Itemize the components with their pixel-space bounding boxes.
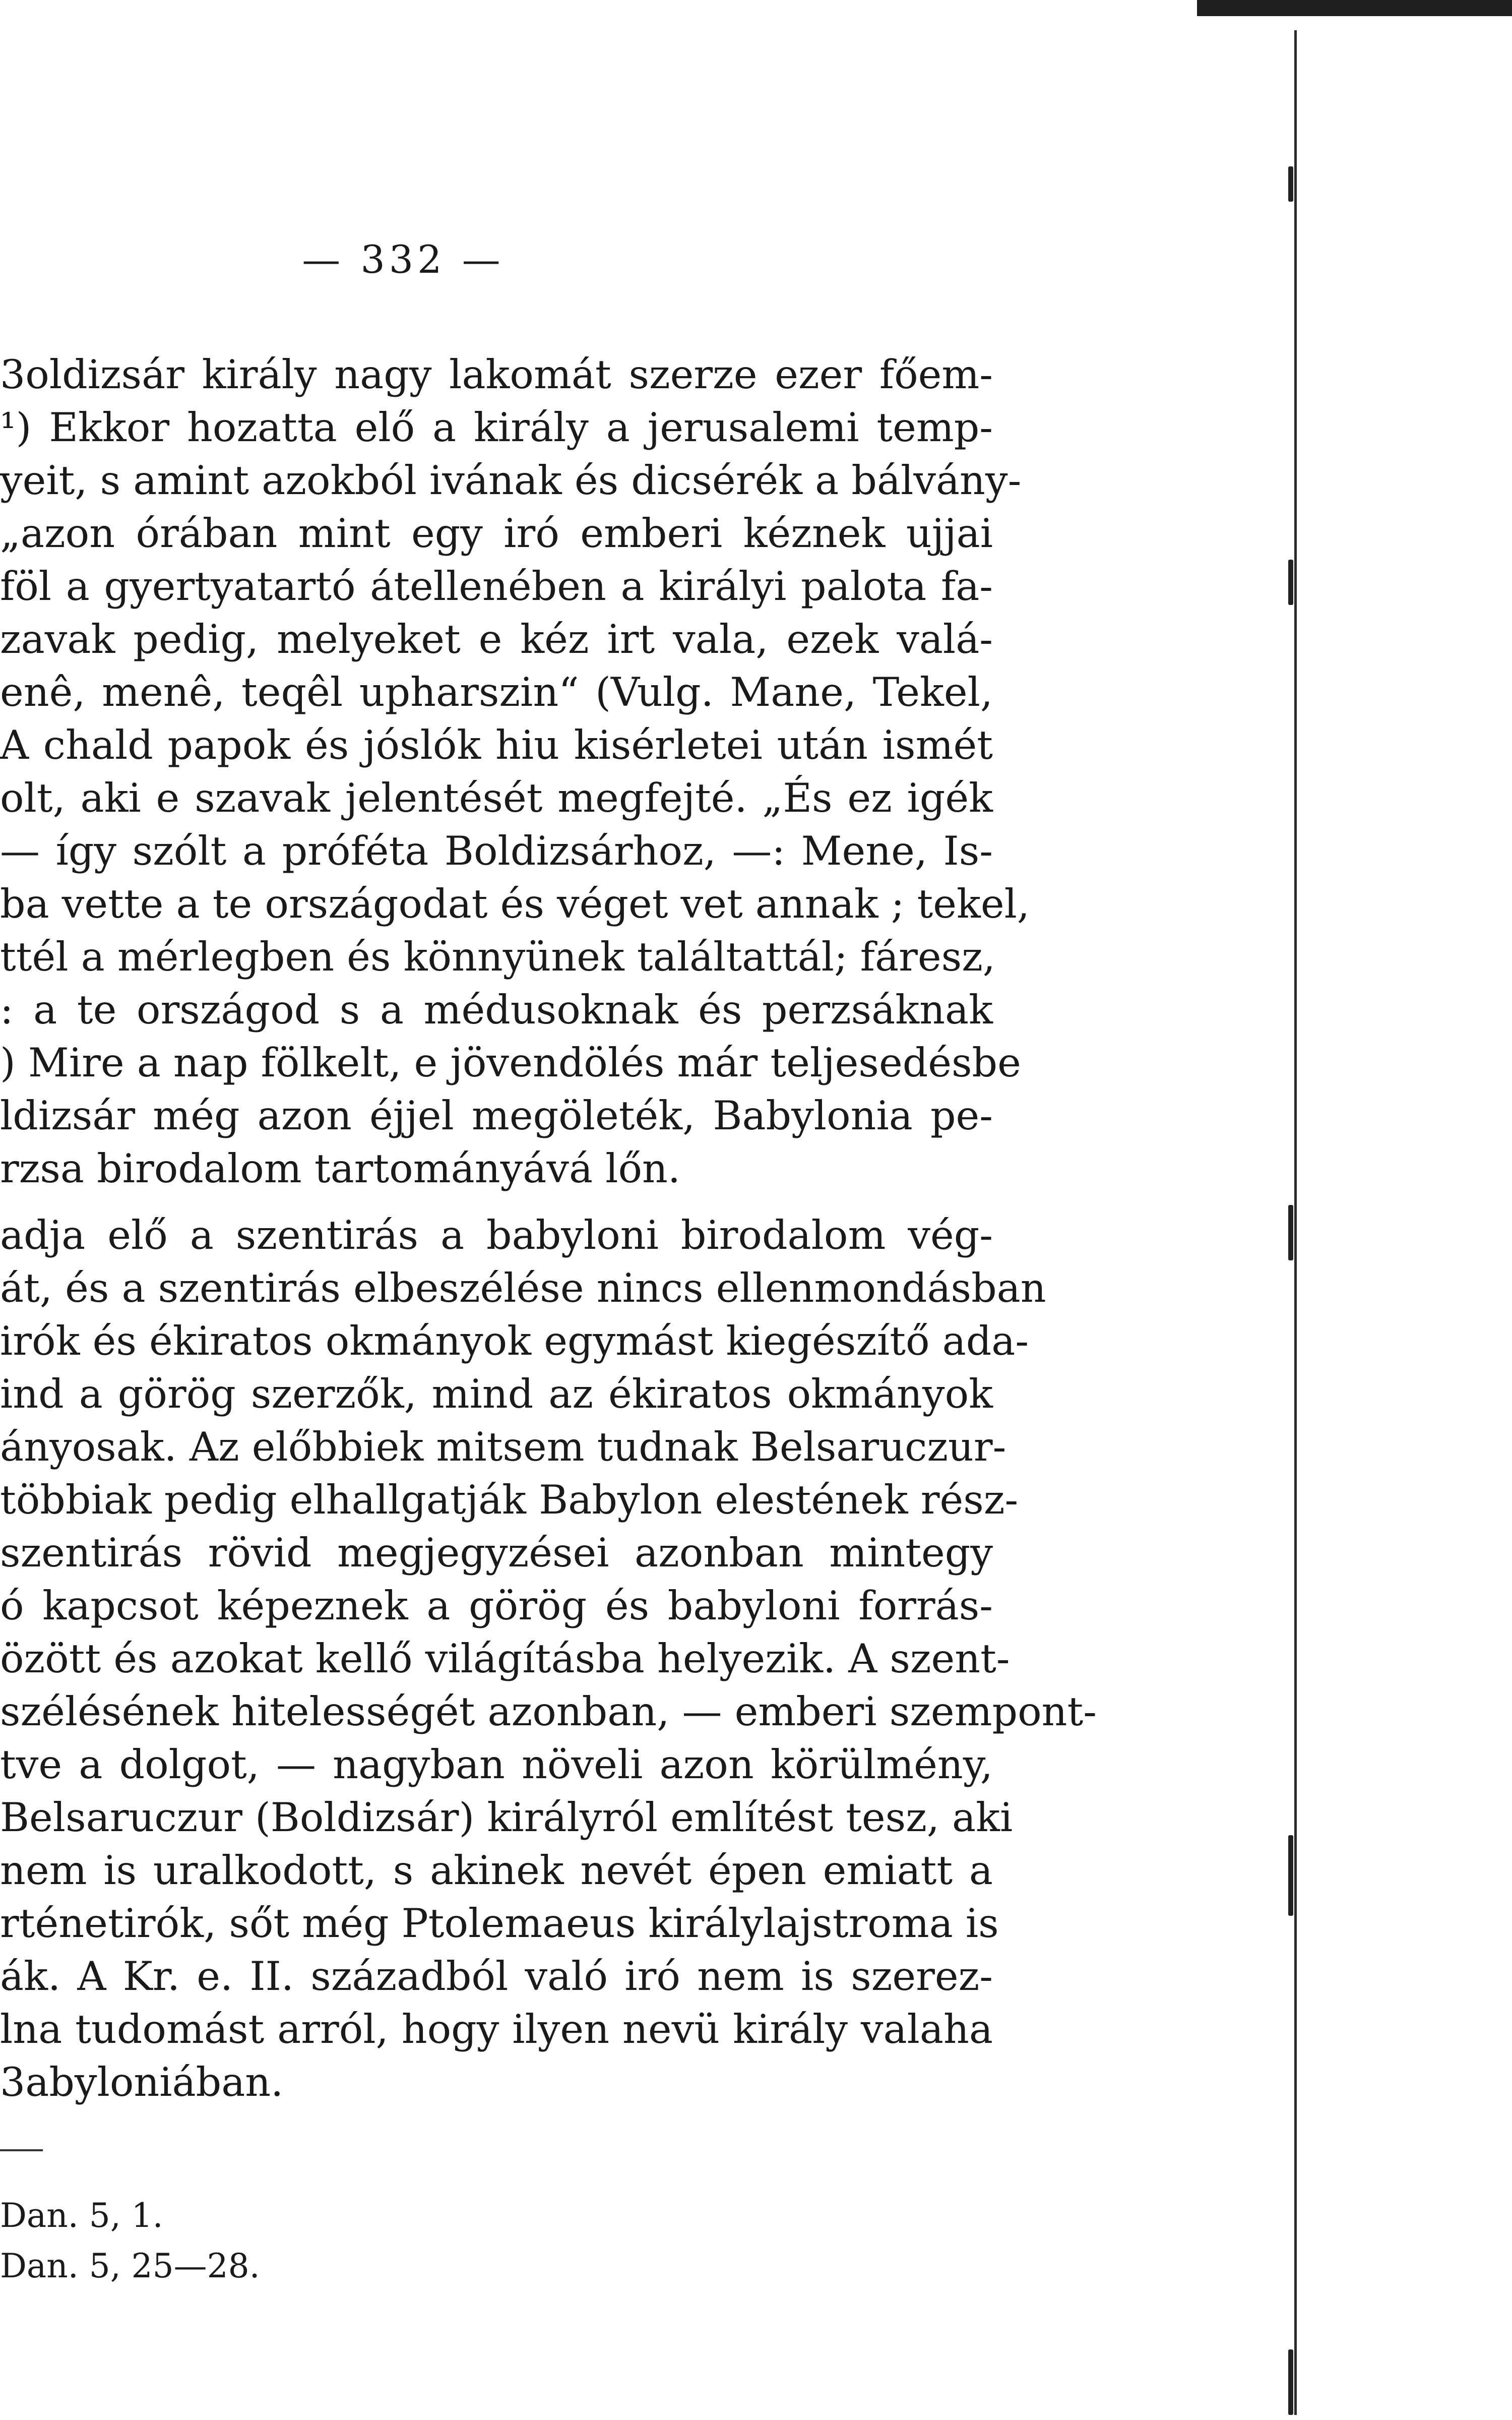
text-line: többiak pedig elhallgatják Babylon elestének rész- <box>0 1477 1019 1523</box>
text-line: irók és ékiratos okmányok egymást kiegészítő ada- <box>0 1318 1029 1364</box>
footnote: Dan. 5, 25—28. <box>0 2247 260 2285</box>
text-line: Belsaruczur (Boldizsár) királyról említést tesz, aki <box>0 1794 1013 1841</box>
text-line: olt, aki e szavak jelentését megfejté. „És ez igék <box>0 775 993 821</box>
text-line: tve a dolgot, — nagyban növeli azon körülmény, <box>0 1741 993 1788</box>
footnote: Dan. 5, 1. <box>0 2196 163 2235</box>
text-line: szélésének hitelességét azonban, — emberi szempont- <box>0 1688 1097 1735</box>
gutter-mark <box>1288 1205 1293 1260</box>
page-gutter-rule <box>1294 30 1297 2415</box>
text-line: föl a gyertyatartó átellenében a királyi palota fa- <box>0 563 993 610</box>
text-line: yeit, s amint azokból ivának és dicsérék a bálvány- <box>0 457 1022 504</box>
text-line: rzsa birodalom tartományává lőn. <box>0 1145 681 1192</box>
text-line: ba vette a te országodat és véget vet annak ; tekel, <box>0 881 1030 927</box>
text-line: át, és a szentirás elbeszélése nincs ellenmondásban <box>0 1265 1046 1311</box>
text-line: özött és azokat kellő világításba helyezik. A szent- <box>0 1636 1010 1682</box>
text-line: lna tudomást arról, hogy ilyen nevü király valaha <box>0 2006 993 2052</box>
text-line: 3abyloniában. <box>0 2059 284 2105</box>
gutter-mark <box>1288 2349 1293 2415</box>
text-line: szentirás rövid megjegyzései azonban mintegy <box>0 1530 993 1576</box>
text-line: zavak pedig, melyeket e kéz irt vala, ezek valá- <box>0 616 993 662</box>
gutter-mark <box>1288 1835 1293 1916</box>
scan-corner-shadow <box>1197 0 1512 16</box>
text-line: 3oldizsár király nagy lakomát szerze ezer főem- <box>0 351 993 398</box>
footnote-rule <box>0 2149 43 2151</box>
text-line: ldizsár még azon éjjel megöleték, Babylonia pe- <box>0 1093 993 1139</box>
text-line: — így szólt a próféta Boldizsárhoz, —: Mene, Is- <box>0 828 993 874</box>
text-line: A chald papok és jóslók hiu kisérletei után ismét <box>0 722 993 768</box>
text-line: nem is uralkodott, s akinek nevét épen emiatt a <box>0 1847 993 1894</box>
gutter-mark <box>1288 560 1293 605</box>
text-line: ó kapcsot képeznek a görög és babyloni forrás- <box>0 1583 993 1629</box>
text-line: adja elő a szentirás a babyloni birodalom vég- <box>0 1212 993 1258</box>
text-line: ind a görög szerzők, mind az ékiratos okmányok <box>0 1371 993 1417</box>
text-line: ¹) Ekkor hozatta elő a király a jerusalemi temp- <box>0 404 993 451</box>
text-line: ttél a mérlegben és könnyünek találtattál; fáresz, <box>0 934 995 980</box>
text-line: rténetirók, sőt még Ptolemaeus királylajstroma is <box>0 1900 999 1947</box>
gutter-mark <box>1288 166 1293 202</box>
text-line: enê, menê, teqêl upharszin“ (Vulg. Mane, Tekel, <box>0 669 993 715</box>
text-line: ák. A Kr. e. II. századból való iró nem is szerez- <box>0 1953 993 2000</box>
text-line: „azon órában mint egy iró emberi kéznek ujjai <box>0 510 993 557</box>
text-line: ányosak. Az előbbiek mitsem tudnak Belsaruczur- <box>0 1424 1006 1470</box>
page-number: — 332 — <box>302 237 505 282</box>
text-line: ) Mire a nap fölkelt, e jövendölés már teljesedésbe <box>0 1040 1021 1086</box>
text-line: : a te országod s a médusoknak és perzsáknak <box>0 987 993 1033</box>
